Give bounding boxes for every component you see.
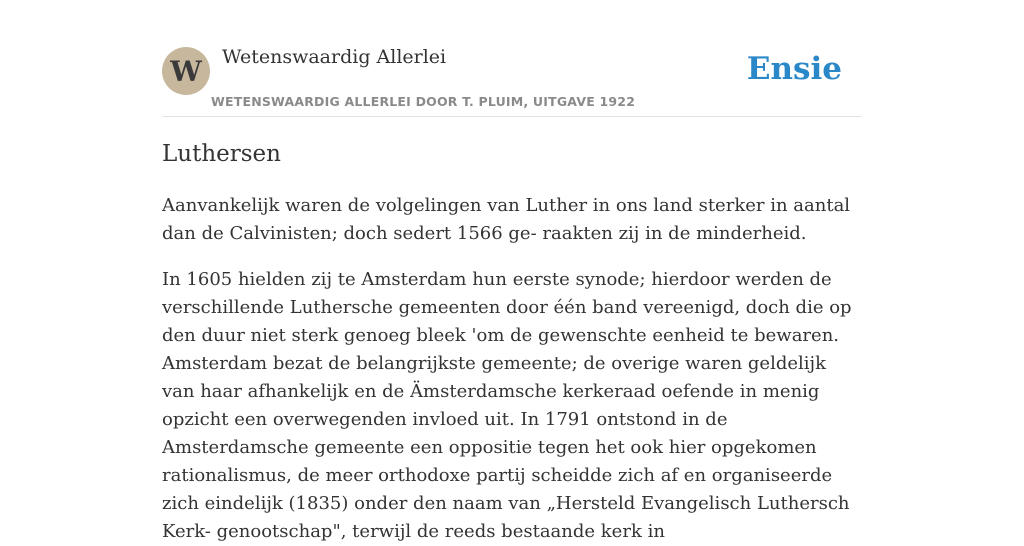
article-paragraph-1: Aanvankelijk waren de volgelingen van Luther in ons land sterker in aantal dan de Calvinisten; doch sedert 1566 ge- raakten zij in de minderheid. (162, 195, 851, 244)
article-title: Luthersen (162, 141, 281, 167)
source-avatar[interactable]: W (162, 47, 210, 95)
source-header (162, 46, 862, 117)
ensie-logo-link[interactable]: Ensie (746, 51, 842, 87)
source-subtitle: WETENSWAARDIG ALLERLEI DOOR T. PLUIM, UITGAVE 1922 (211, 94, 636, 109)
source-title-link[interactable]: Wetenswaardig Allerlei (222, 46, 447, 68)
article-paragraph-2: In 1605 hielden zij te Amsterdam hun eerste synode; hierdoor werden de verschillende Luthersche gemeenten door één band vereenigd, doch die op den duur niet sterk genoeg bleek 'om de gewenschte eenheid te bewaren. Amsterdam bezat de belangrijkste gemeente; de overige waren geldelijk van haar afhankelijk en de Ämsterdamsche kerkeraad oefende in menig opzicht een overwegenden invloed uit. In 1791 ontstond in de Amsterdamsche gemeente een oppositie tegen het ook hier opgekomen rationalismus, de meer orthodoxe partij scheidde zich af en organiseerde zich eindelijk (1835) onder den naam van „Hersteld Evangelisch Luthersch Kerk- genootschap", terwijl de reeds bestaande kerk in (162, 269, 852, 542)
article-body (162, 138, 862, 546)
